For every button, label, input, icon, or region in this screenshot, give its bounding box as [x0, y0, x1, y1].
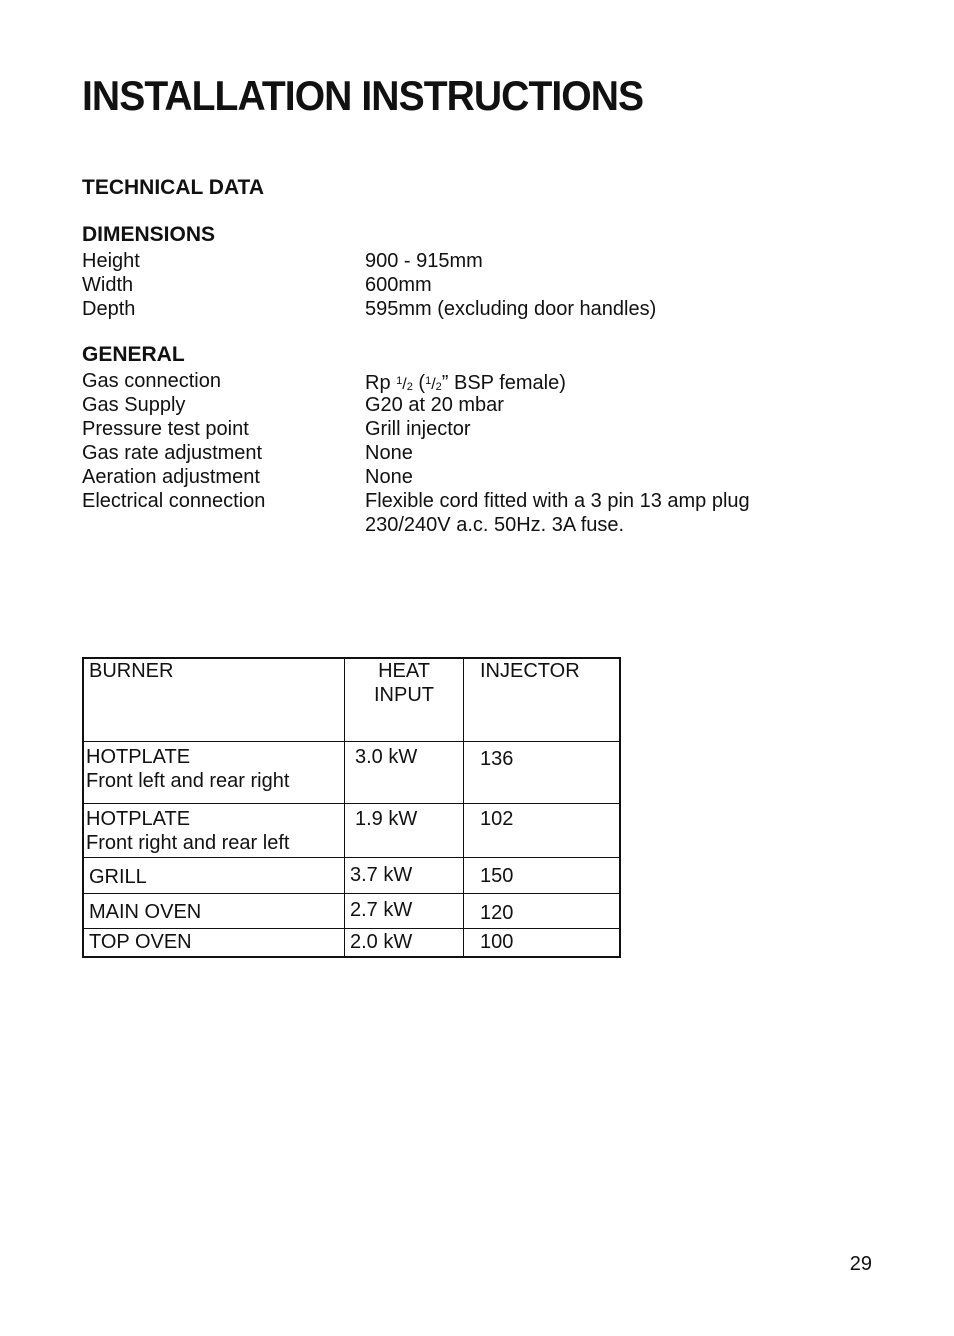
- injector-cell: 150: [464, 858, 621, 894]
- spec-value: Flexible cord fitted with a 3 pin 13 amp plug: [365, 490, 750, 512]
- table-header-row: [83, 658, 620, 742]
- spec-value: None: [365, 442, 413, 464]
- spec-label: Aeration adjustment: [82, 466, 260, 488]
- spec-label: Gas connection: [82, 370, 221, 392]
- table-row: [83, 804, 620, 858]
- spec-value: 600mm: [365, 274, 432, 296]
- heat-input-cell: 2.7 kW: [345, 894, 464, 929]
- spec-value: 230/240V a.c. 50Hz. 3A fuse.: [365, 514, 625, 536]
- spec-row-width: [82, 273, 862, 297]
- open-paren: (: [418, 372, 426, 394]
- heat-input-cell: 2.0 kW: [345, 929, 464, 958]
- spec-label: Width: [82, 274, 134, 296]
- spec-label: Electrical connection: [82, 490, 266, 512]
- spec-row-electrical-cont: [82, 513, 862, 537]
- spec-value: 595mm (excluding door handles): [365, 298, 657, 320]
- injector-cell: 102: [464, 804, 621, 858]
- gas-suffix: ” BSP female): [441, 372, 566, 394]
- spec-label: Height: [82, 250, 140, 272]
- header-heat-input: HEAT INPUT: [345, 658, 464, 742]
- gas-prefix: Rp: [365, 372, 391, 394]
- spec-row-aeration: [82, 465, 862, 489]
- injector-cell: 100: [464, 929, 621, 958]
- fraction-numerator: 1: [425, 375, 432, 387]
- burner-cell: MAIN OVEN: [83, 894, 345, 929]
- fraction-denominator: 2: [435, 381, 442, 393]
- spec-row-depth: [82, 297, 862, 321]
- spec-value: 900 - 915mm: [365, 250, 483, 272]
- burner-cell: HOTPLATE Front right and rear left: [83, 804, 345, 858]
- spec-row-gas-rate: [82, 441, 862, 465]
- spec-value: G20 at 20 mbar: [365, 394, 504, 416]
- general-list: [82, 369, 862, 537]
- spec-label: Pressure test point: [82, 418, 249, 440]
- table-row: [83, 858, 620, 894]
- burner-cell: HOTPLATE Front left and rear right: [83, 742, 345, 804]
- burner-cell: GRILL: [83, 858, 345, 894]
- heat-input-cell: 3.7 kW: [345, 858, 464, 894]
- spec-value: Rp $^1$/2 ($^1$/2” BSP female): [365, 372, 566, 394]
- injector-cell: 136: [464, 742, 621, 804]
- spec-label: Gas Supply: [82, 394, 186, 416]
- technical-data-heading: TECHNICAL DATA: [82, 176, 264, 199]
- spec-row-pressure-test-point: [82, 417, 862, 441]
- spec-row-height: [82, 249, 862, 273]
- heat-input-cell: 1.9 kW: [345, 804, 464, 858]
- general-heading: GENERAL: [82, 343, 185, 366]
- header-injector: INJECTOR: [464, 658, 621, 742]
- heat-input-cell: 3.0 kW: [345, 742, 464, 804]
- burner-cell: TOP OVEN: [83, 929, 345, 958]
- dimensions-list: [82, 249, 862, 321]
- dimensions-heading: DIMENSIONS: [82, 223, 216, 246]
- burner-table: [82, 657, 621, 958]
- spec-value: None: [365, 466, 413, 488]
- injector-cell: 120: [464, 894, 621, 929]
- table-row: [83, 894, 620, 929]
- page-title: INSTALLATION INSTRUCTIONS: [82, 72, 644, 119]
- header-burner: BURNER: [83, 658, 345, 742]
- spec-value: Grill injector: [365, 418, 471, 440]
- spec-row-electrical: [82, 489, 862, 513]
- table-row: [83, 929, 620, 958]
- table-row: [83, 742, 620, 804]
- fraction-numerator: 1: [396, 375, 403, 387]
- spec-label: Gas rate adjustment: [82, 442, 263, 464]
- page-number: 29: [849, 1253, 872, 1275]
- spec-row-gas-supply: [82, 393, 862, 417]
- spec-row-gas-connection: [82, 369, 862, 393]
- fraction-denominator: 2: [406, 381, 413, 393]
- spec-label: Depth: [82, 298, 136, 320]
